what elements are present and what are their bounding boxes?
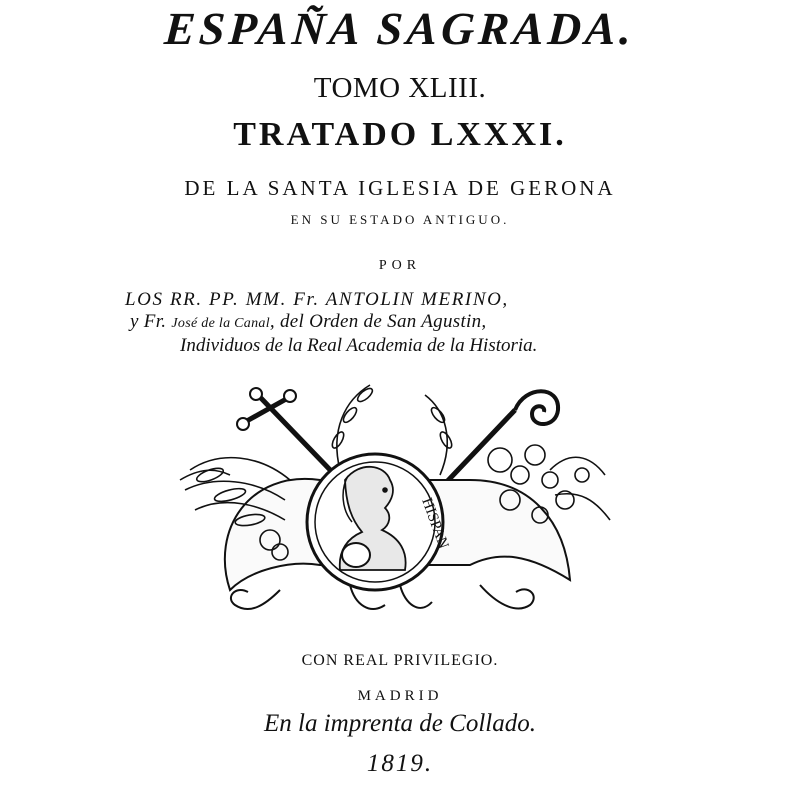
imprint-year: 1819. — [366, 750, 434, 777]
medallion-text: HISPAN — [418, 495, 452, 551]
volume-number: TOMO XLIII. — [313, 72, 487, 104]
authors-line-2-prefix: y Fr. — [130, 311, 172, 332]
medallion-icon — [307, 454, 443, 590]
by-line: POR — [378, 258, 422, 273]
imprint-printer: En la imprenta de Collado. — [264, 710, 536, 737]
authors-line-2-suffix: , del Orden de San Agustin, — [269, 311, 487, 332]
imprint-city: MADRID — [357, 688, 443, 704]
authors-line-2 — [125, 311, 645, 335]
cross-icon — [237, 388, 335, 475]
authors-line-3: Individuos de la Real Academia de la Historia. — [180, 335, 538, 356]
emblem-vignette-icon — [170, 380, 630, 630]
authors-line-2-name: José de la Canal — [171, 316, 270, 331]
subject-line: DE LA SANTA IGLESIA DE GERONA — [184, 176, 616, 200]
authors-line-1: LOS RR. PP. MM. Fr. ANTOLIN MERINO, — [125, 289, 509, 310]
privilege-line: CON REAL PRIVILEGIO. — [301, 652, 499, 669]
authors-block — [125, 289, 645, 357]
book-title: ESPAÑA SAGRADA. — [162, 3, 638, 54]
treatise-number: TRATADO LXXXI. — [233, 116, 567, 153]
subject-subline: EN SU ESTADO ANTIGUO. — [290, 212, 510, 227]
